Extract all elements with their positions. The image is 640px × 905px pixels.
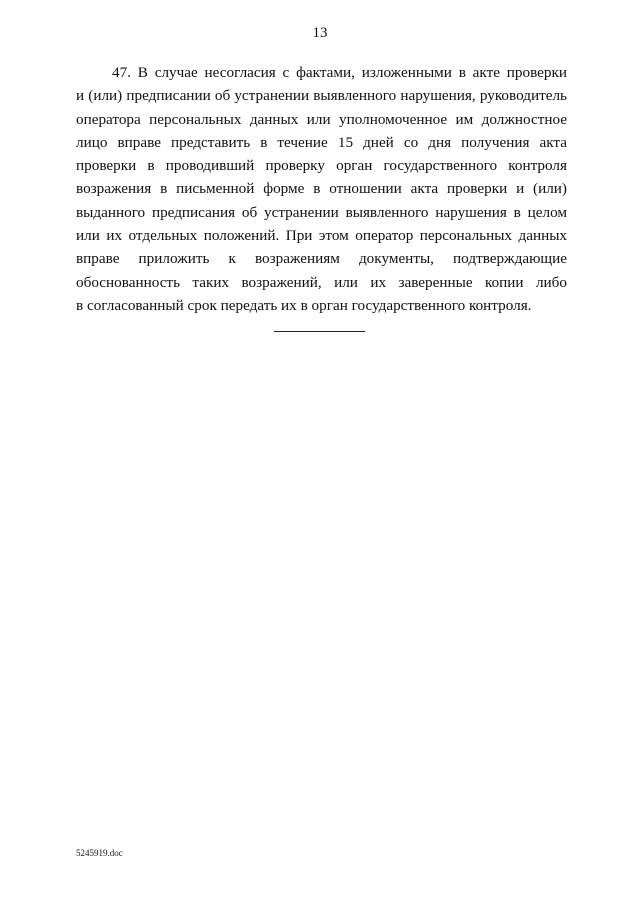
paragraph-47 (76, 61, 567, 317)
paragraph-line: 47. В случае несогласия с фактами, изложенными в акте проверки (112, 64, 567, 81)
paragraph-line: обоснованность таких возражений, или их заверенные копии либо (76, 273, 567, 291)
end-separator-line (274, 331, 365, 332)
footer-filename: 5245919.doc (76, 848, 123, 858)
paragraph-line: или их отдельных положений. При этом оператор персональных данных (76, 227, 567, 245)
paragraph-line-last: в согласованный срок передать их в орган государственного контроля. (76, 296, 532, 314)
paragraph-line: проверки в проводивший проверку орган государственного контроля (76, 157, 567, 175)
paragraph-line: вправе приложить к возражениям документы, подтверждающие (76, 250, 567, 268)
paragraph-line: возражения в письменной форме в отношении акта проверки и (или) (76, 180, 567, 198)
paragraph-line: оператора персональных данных или уполномоченное им должностное (76, 110, 567, 128)
paragraph-line: и (или) предписании об устранении выявленного нарушения, руководитель (76, 87, 567, 105)
paragraph-line: лицо вправе представить в течение 15 дней со дня получения акта (76, 133, 567, 151)
paragraph-line: выданного предписания об устранении выявленного нарушения в целом (76, 203, 567, 221)
page-number: 13 (312, 25, 328, 41)
